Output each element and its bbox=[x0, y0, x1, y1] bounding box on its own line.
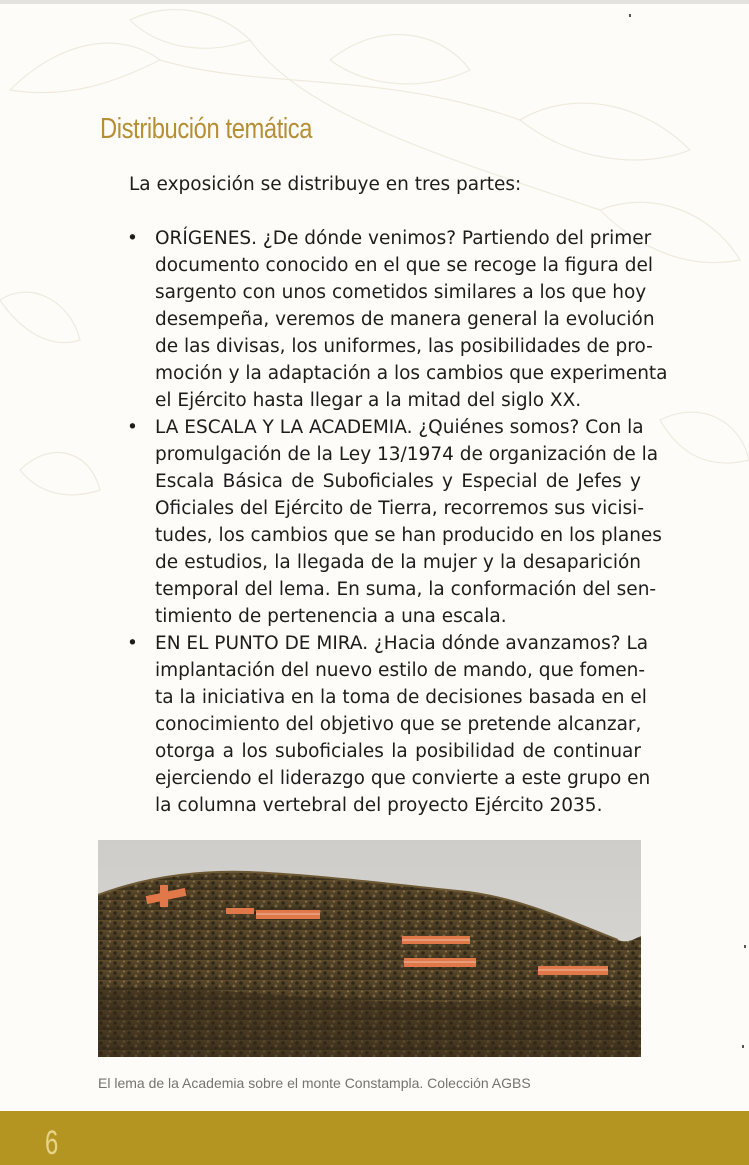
text-line: promulgación de la Ley 13/1974 de organización de la bbox=[155, 444, 659, 465]
bullet-list bbox=[0, 225, 749, 819]
intro-paragraph: La exposición se distribuye en tres partes: bbox=[129, 174, 522, 195]
text-line: el Ejército hasta llegar a la mitad del siglo XX. bbox=[155, 390, 582, 411]
bullet-item-escala-academia bbox=[0, 414, 749, 630]
text-line: conocimiento del objetivo que se pretende alcanzar, bbox=[155, 714, 642, 735]
text-line: timiento de pertenencia a una escala. bbox=[155, 606, 507, 627]
text-line: Oficiales del Ejército de Tierra, recorremos sus vicisi- bbox=[155, 498, 644, 519]
bullet-marker: • bbox=[127, 633, 138, 654]
section-heading: Distribución temática bbox=[100, 113, 313, 145]
text-line: EN EL PUNTO DE MIRA. ¿Hacia dónde avanzamos? La bbox=[155, 633, 649, 654]
bullet-item-punto-de-mira bbox=[0, 630, 749, 819]
bullet-text-punto-de-mira bbox=[155, 630, 651, 819]
scan-speck bbox=[744, 945, 746, 948]
text-line: moción y la adaptación a los cambios que experimenta bbox=[155, 363, 668, 384]
bullet-item-origenes bbox=[0, 225, 749, 414]
bullet-marker: • bbox=[127, 417, 138, 438]
text-line: documento conocido en el que se recoge la figura del bbox=[155, 255, 653, 276]
text-line: LA ESCALA Y LA ACADEMIA. ¿Quiénes somos? Con la bbox=[155, 417, 644, 438]
text-line: desempeña, veremos de manera general la evolución bbox=[155, 309, 655, 330]
text-line: ta la iniciativa en la toma de decisiones basada en el bbox=[155, 687, 647, 708]
text-line: sargento con unos cometidos similares a los que hoy bbox=[155, 282, 647, 303]
scan-speck bbox=[629, 14, 631, 17]
text-line: de las divisas, los uniformes, las posibilidades de pro- bbox=[155, 336, 653, 357]
footer-band bbox=[0, 1111, 749, 1165]
scan-speck bbox=[742, 1045, 744, 1048]
text-line: tudes, los cambios que se han producido en los planes bbox=[155, 525, 662, 546]
text-line: temporal del lema. En suma, la conformación del sen- bbox=[155, 579, 657, 600]
text-line: implantación del nuevo estilo de mando, que fomen- bbox=[155, 660, 646, 681]
text-line: la columna vertebral del proyecto Ejército 2035. bbox=[155, 795, 603, 816]
bullet-text-escala-academia bbox=[155, 414, 662, 630]
text-line: ejerciendo el liderazgo que convierte a este grupo en bbox=[155, 768, 651, 789]
photo-caption: El lema de la Academia sobre el monte Constampla. Colección AGBS bbox=[98, 1075, 531, 1091]
page-number: 6 bbox=[45, 1124, 59, 1162]
text-line: otorga a los suboficiales la posibilidad de continuar bbox=[155, 741, 641, 762]
bullet-marker: • bbox=[127, 228, 138, 249]
text-line: Escala Básica de Suboficiales y Especial de Jefes y bbox=[155, 471, 641, 492]
bullet-text-origenes bbox=[155, 225, 668, 414]
text-line: ORÍGENES. ¿De dónde venimos? Partiendo del primer bbox=[155, 228, 652, 249]
top-border bbox=[0, 0, 749, 4]
hillside-photo bbox=[98, 840, 641, 1057]
text-line: de estudios, la llegada de la mujer y la desaparición bbox=[155, 552, 641, 573]
